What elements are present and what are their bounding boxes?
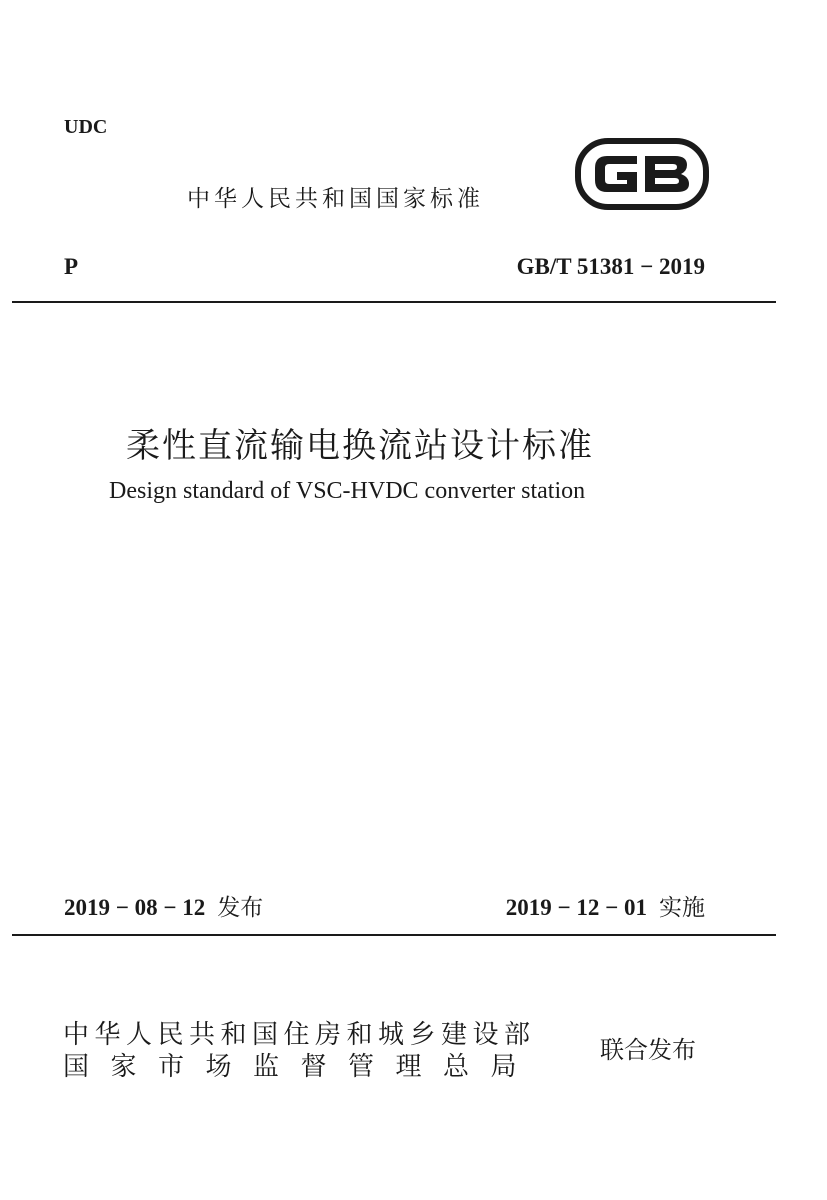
gb-logo-icon [575, 138, 709, 210]
joint-publish-label: 联合发布 [600, 1036, 696, 1064]
issue-label: 发布 [217, 895, 264, 921]
bottom-divider [12, 934, 776, 936]
issue-date: 2019 − 08 − 12 [64, 895, 206, 920]
implement-info [506, 889, 705, 922]
title-chinese: 柔性直流输电换流站设计标准 [126, 426, 594, 466]
top-divider [12, 301, 776, 303]
issue-info [64, 889, 263, 922]
category-code: P [64, 254, 79, 279]
national-standard-heading: 中华人民共和国国家标准 [187, 186, 484, 212]
publisher-line-2: 国家市场监督管理总局 [63, 1052, 539, 1082]
implement-date: 2019 − 12 − 01 [505, 895, 647, 920]
udc-label: UDC [64, 116, 108, 138]
standard-number: GB/T 51381 − 2019 [516, 254, 705, 279]
title-english: Design standard of VSC-HVDC converter station [109, 478, 586, 504]
implement-label: 实施 [659, 895, 705, 921]
publisher-line-1: 中华人民共和国住房和城乡建设部 [63, 1020, 536, 1050]
